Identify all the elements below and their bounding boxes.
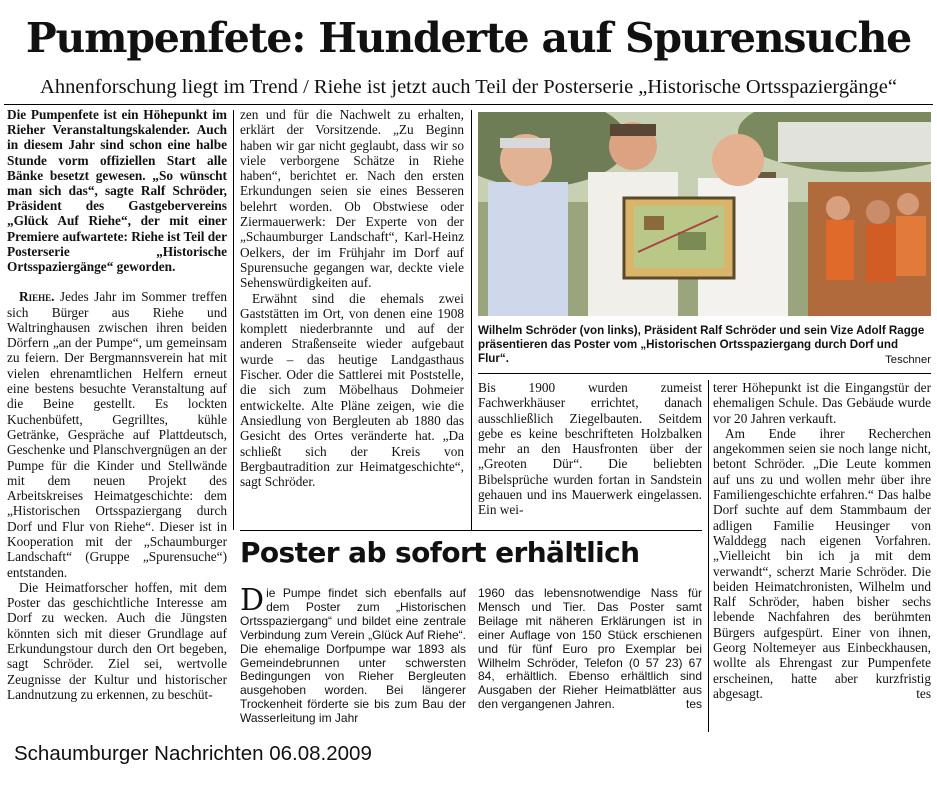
photo-caption: Wilhelm Schröder (von links), Präsident Ralf Schröder und sein Vize Adolf Ragge präsentieren das Poster vom „Historischen Ortsspaziergang durch Dorf und Flur“. <box>478 324 925 365</box>
column-rule <box>233 110 234 530</box>
author-sign: tes <box>916 686 931 702</box>
body-paragraph: Die Heimatforscher hoffen, mit dem Poster das geschichtliche Interesse am Dorf zu wecken. Auch die Jüngsten könnten sich mit dieser Grundlage auf Erkundungstour durch den Ort begeben, sagt Schröder. Ziel sei, wertvolle Zeugnisse der Kultur und historischer Landnutzung zu erkennen, zu beschüt- <box>7 579 227 702</box>
dateline: Riehe. <box>19 289 55 305</box>
body-paragraph: terer Höhepunkt ist die Eingangstür der ehemaligen Schule. Das Gebäude wurde vor 20 Jahren verkauft. <box>713 380 931 426</box>
subtitle-divider <box>4 104 933 105</box>
people-with-poster-illustration <box>478 112 931 316</box>
box-text-b: 1960 das lebensnotwendige Nass für Mensch und Tier. Das Poster samt Beilage mit näheren Erklärungen ist in einer Auflage von 150 Stück erschienen und für fünf Euro pro Exemplar bei Wilhelm Schröder, Telefon (0 57 23) 67 84, erhältlich. Ebenso erhältlich sind Ausgaben der Rieher Heimatblätter aus den vergangenen Jahren. <box>478 586 702 712</box>
column-rule <box>708 380 709 732</box>
box-top-rule <box>240 530 702 531</box>
body-paragraph: zen und für die Nachwelt zu erhalten, erklärt der Vorsitzende. „Zu Beginn haben wir gar nicht geglaubt, dass wir so viele verborgene Schätze in Riehe haben“, berichtet er. Nach den ersten Erkundungen seien sie eines Besseren belehrt worden. Ob Obstwiese oder Ziermauerwerk: Der Experte von der „Schaumburger Landschaft“, Karl-Heinz Oelkers, der im Frühjahr im Dorf auf Spurensuche gegangen war, deckte viele Sehenswürdigkeiten auf. <box>240 107 464 291</box>
body-paragraph: Bis 1900 wurden zumeist Fachwerkhäuser errichtet, danach ausschließlich Ziegelbauten. Seitdem gebe es keine beschrifteten Holzbalken mehr an den Hausfronten über der „Greoten Dür“. Die beliebten Bibelsprüche wurden fortan in Sandstein gehauen und ins Mauerwerk eingelassen. Ein wei- <box>478 380 702 518</box>
source-line: Schaumburger Nachrichten 06.08.2009 <box>14 742 372 765</box>
body-text: Jedes Jahr im Sommer treffen sich Bürger aus Riehe und Waltringhausen zwischen ihren beiden Dörfern „an der Pumpe“, um gemeinsam zu feiern. Der Bergmannsverein hat mit vielen ehrenamtlichen Helfern erneut eine bestens besuchte Veranstaltung auf die Beine gestellt. Es lockten Kuchenbüfett, Gegrilltes, kühle Getränke, Gespräche auf Plattdeutsch, Geschenke und Planschvergnügen an der Pumpe für die Kinder und Stellwände mit dem neuen Projekt des Arbeitskreises Heimatgeschichte: dem „Historischen Ortsspaziergang durch Dorf und Flur von Riehe“. Dieser ist in Kooperation mit der „Schaumburger Landschaft“ (Gruppe „Spurensuche“) entstanden. <box>7 289 227 580</box>
article-photo <box>478 112 931 316</box>
lead-paragraph: Die Pumpenfete ist ein Höhepunkt im Rieher Veranstaltungskalender. Auch in diesem Jahr sind schon eine halbe Stunde vorm offiziellen Start alle Bänke besetzt gewesen. „So wünscht man sich das“, sagte Ralf Schröder, Präsident des Gastgebervereins „Glück Auf Riehe“, der mit einer Premiere aufwartete: Riehe ist Teil der Posterserie „Historische Ortsspaziergänge“ geworden. <box>7 107 227 275</box>
column-4 <box>713 380 931 702</box>
box-title: Poster ab sofort erhältlich <box>240 536 640 569</box>
column-3 <box>478 380 702 518</box>
box-column-b <box>478 587 702 712</box>
caption-divider <box>478 373 931 374</box>
box-column-a <box>240 583 466 726</box>
box-text-a: ie Pumpe findet sich ebenfalls auf dem Poster zum „Historischen Ortsspaziergang“ und bildet eine zentrale Verbindung zum Verein „Glück Auf Riehe“. Die ehemalige Dorfpumpe war 1893 als Gemeindebrunnen unter schwersten Bedingungen von Rieher Bergleuten ausgehoben worden. Bei längerer Trockenheit förderte sie bis zum Bau der Wasserleitung im Jahr <box>240 586 466 726</box>
subtitle: Ahnenforschung liegt im Trend / Riehe ist jetzt auch Teil der Posterserie „Historische Ortsspaziergänge“ <box>40 76 897 98</box>
headline: Pumpenfete: Hunderte auf Spurensuche <box>25 14 912 62</box>
dropcap: D <box>240 583 265 618</box>
photo-credit: Teschner <box>885 354 931 366</box>
body-paragraph: Am Ende ihrer Recherchen angekommen seien sie noch lange nicht, betont Schröder. „Die Leute kommen auf uns zu und wollen mehr über ihre Familiengeschichte erfahren.“ Das halbe Dorf suchte auf dem Stammbaum der adligen Familie Heusinger von Walddegg nach eigenen Vorfahren. „Vielleicht bin ich ja mit dem verwandt“, scherzt Marie Schröder. Die beiden Heimatchronisten, Wilhelm und Ralf Schröder, haben bisher sechs lebende Nachfahren des berühmten Bürgers aufgespürt. Einer von ihnen, Georg Noltemeyer aus Einbeckhausen, wollte als Ehrengast zur Pumpenfete erscheinen, hatte aber kurzfristig abgesagt. <box>713 425 931 701</box>
body-paragraph: Erwähnt sind die ehemals zwei Gaststätten im Ort, von denen eine 1908 komplett niederbrannte und auf der anderen Straßenseite wieder aufgebaut wurde – das heutige Landgasthaus Fischer. Oder die Sattlerei mit Poststelle, die sich zum Möbelhaus Dohmeier entwickelte. Alte Pläne zeigen, wie die Ansiedlung von Bergleuten ab 1880 das Gesicht des Ortes veränderte hat. „Da schließt sich der Kreis von Bergbautradition zur Heimatgeschichte“, sagt Schröder. <box>240 290 464 490</box>
column-2 <box>240 107 464 489</box>
body-paragraph <box>7 289 227 580</box>
column-rule <box>471 110 472 530</box>
column-1 <box>7 107 227 702</box>
box-sign: tes <box>685 697 702 712</box>
